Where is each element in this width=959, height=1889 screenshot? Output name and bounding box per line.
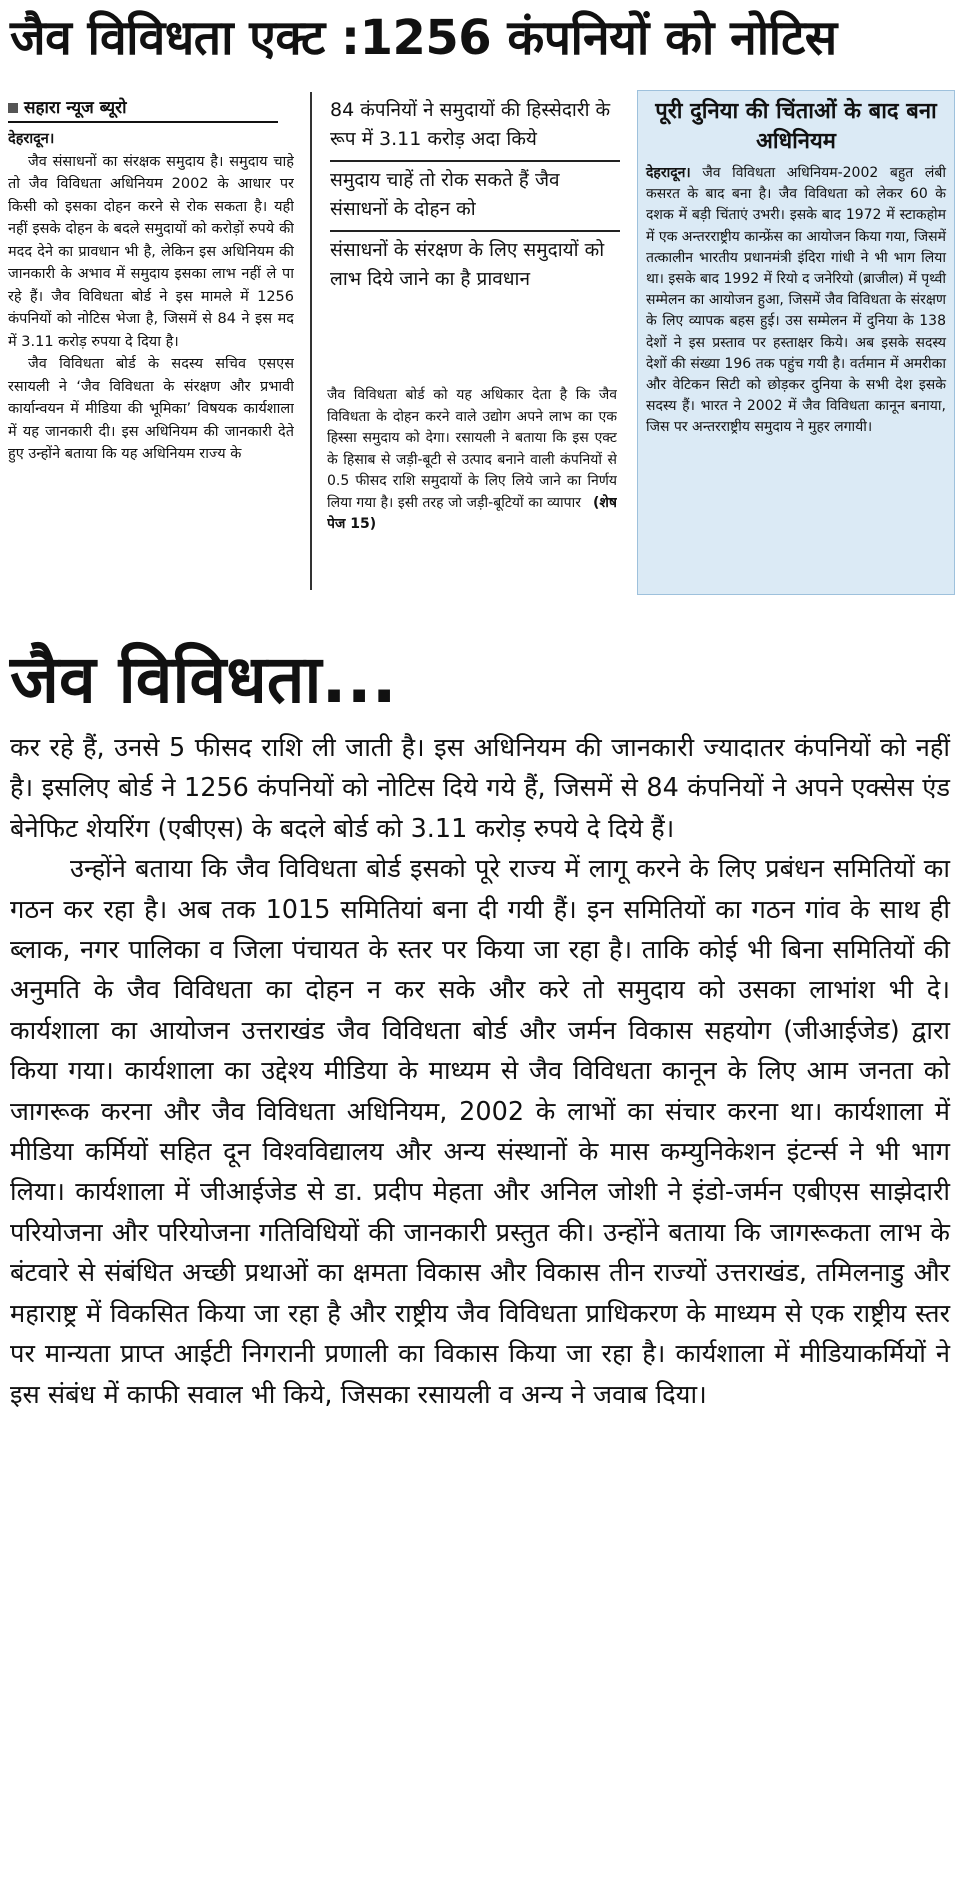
continued-note: (शेष पेज 15)	[327, 494, 617, 532]
column-divider	[310, 92, 312, 590]
main-story-paragraph-1: जैव संसाधनों का संरक्षक समुदाय है। समुदाय चाहे तो जैव विविधता अधिनियम 2002 के आधार पर किसी को इसका दोहन करने से रोक सकता है। यही नहीं इसके दोहन के बदले समुदायों को करोड़ों रुपये की मदद देने का प्रावधान भी है, लेकिन इस अधिनियम की जानकारी के अभाव में समुदाय इसका लाभ नहीं ले पा रहे हैं। जैव विविधता बोर्ड ने इस मामले में 1256 कंपनियों को नोटिस भेजा है, जिसमें से 84 ने इस मद में 3.11 करोड़ रुपया दे दिया है।	[8, 153, 294, 350]
sidebar-dateline: देहरादून।	[646, 165, 691, 181]
headline: जैव विविधता एक्ट :1256 कंपनियों को नोटिस	[10, 10, 837, 66]
byline-square-icon	[8, 103, 18, 113]
second-column	[327, 385, 617, 595]
sidebar-box-title: पूरी दुनिया की चिंताओं के बाद बना अधिनियम	[655, 99, 937, 154]
jump-paragraph-1: कर रहे हैं, उनसे 5 फीसद राशि ली जाती है। इस अधिनियम की जानकारी ज्यादातर कंपनियों को नहीं है। इसलिए बोर्ड ने 1256 कंपनियों को नोटिस दिये गये हैं, जिसमें से 84 कंपनियों ने अपने एक्सेस एंड बेनेफिट शेयरिंग (एबीएस) के बदले बोर्ड को 3.11 करोड़ रुपये दे दिये हैं।	[10, 733, 950, 844]
highlight-2: समुदाय चाहें तो रोक सकते हैं जैव संसाधनों के दोहन को	[330, 162, 620, 232]
jump-heading: जैव विविधता...	[10, 641, 397, 718]
sidebar-box	[637, 90, 955, 595]
dateline: देहरादून।	[8, 131, 55, 147]
sidebar-box-text: जैव विविधता अधिनियम-2002 बहुत लंबी कसरत के बाद बना है। जैव विविधता को लेकर 60 के दशक में बड़ी चिंताएं उभरी। इसके बाद 1972 में स्टाकहोम में एक अन्तरराष्ट्रीय कान्फ्रेंस का आयोजन किया गया, जिसमें तत्कालीन भारतीय प्रधानमंत्री इंदिरा गांधी ने भी भाग लिया था। इसके बाद 1992 में रियो द जनेरियो (ब्राजील) में पृथ्वी सम्मेलन का आयोजन हुआ, जिसमें जैव विविधता के संरक्षण के लिए व्यापक बहस हुई। उस सम्मेलन में दुनिया के 138 देशों ने इस प्रस्ताव पर हस्ताक्षर किये। अब इसके सदस्य देशों की संख्या 196 तक पहुंच गयी है। वर्तमान में अमरीका और वेटिकन सिटी को छोड़कर दुनिया के सभी देश इसके सदस्य हैं। भारत ने 2002 में जैव विविधता कानून बनाया, जिस पर अन्तरराष्ट्रीय समुदाय ने मुहर लगायी।	[646, 165, 946, 436]
jump-paragraph-2: उन्होंने बताया कि जैव विविधता बोर्ड इसको पूरे राज्य में लागू करने के लिए प्रबंधन समितियों का गठन कर रहा है। अब तक 1015 समितियां बना दी गयी हैं। इन समितियों का गठन गांव के साथ ही ब्लाक, नगर पालिका व जिला पंचायत के स्तर पर किया जा रहा है। ताकि कोई भी बिना समितियों की अनुमति के जैव विविधता का दोहन न कर सके और करे तो समुदाय को उसका लाभांश भी दे। कार्यशाला का आयोजन उत्तराखंड जैव विविधता बोर्ड और जर्मन विकास सहयोग (जीआईजेड) द्वारा किया गया। कार्यशाला का उद्देश्य मीडिया के माध्यम से जैव विविधता कानून के लिए आम जनता को जागरूक करना और जैव विविधता अधिनियम, 2002 के लाभों का संचार करना था। कार्यशाला में मीडिया कर्मियों सहित दून विश्वविद्यालय और अन्य संस्थानों के मास कम्युनिकेशन इंटर्न्स ने भी भाग लिया। कार्यशाला में जीआईजेड से डा. प्रदीप मेहता और अनिल जोशी ने इंडो-जर्मन एबीएस साझेदारी परियोजना और परियोजना गतिविधियों की जानकारी प्रस्तुत की। उन्होंने बताया कि जागरूकता लाभ के बंटवारे से संबंधित अच्छी प्रथाओं का क्षमता विकास और विकास तीन राज्यों उत्तराखंड, तमिलनाडु और महाराष्ट्र में विकसित किया जा रहा है और राष्ट्रीय जैव विविधता प्राधिकरण के माध्यम से एक राष्ट्रीय स्तर पर मान्यता प्राप्त आईटी निगरानी प्रणाली का विकास किया जा रहा है। कार्यशाला में मीडियाकर्मियों ने इस संबंध में काफी सवाल भी किये, जिसका रसायली व अन्य ने जवाब दिया।	[10, 854, 950, 1410]
byline	[8, 95, 278, 123]
highlights-box	[330, 92, 620, 300]
jump-body	[10, 728, 950, 1415]
highlight-1: 84 कंपनियों ने समुदायों की हिस्सेदारी के रूप में 3.11 करोड़ अदा किये	[330, 92, 620, 162]
byline-text: सहारा न्यूज ब्यूरो	[24, 98, 127, 118]
second-column-text: जैव विविधता बोर्ड को यह अधिकार देता है कि जैव विविधता के दोहन करने वाले उद्योग अपने लाभ का एक हिस्सा समुदाय को देगा। रसायली ने बताया कि इस एक्ट के हिसाब से जड़ी-बूटी से उत्पाद बनाने वाली कंपनियों से 0.5 फीसद राशि समुदायों के लिए लिये जाने का निर्णय लिया गया है। इसी तरह जो जड़ी-बूटियों का व्यापार	[327, 387, 617, 511]
main-story-paragraph-2: जैव विविधता बोर्ड के सदस्य सचिव एसएस रसायली ने ‘जैव विविधता के संरक्षण और प्रभावी कार्यान्वयन में मीडिया की भूमिका’ विषयक कार्यशाला में यह जानकारी दी। इस अधिनियम की जानकारी देते हुए उन्होंने बताया कि यह अधिनियम राज्य के	[8, 356, 294, 462]
main-story-column	[8, 128, 294, 593]
highlight-3: संसाधनों के संरक्षण के लिए समुदायों को लाभ दिये जाने का है प्रावधान	[330, 239, 605, 290]
